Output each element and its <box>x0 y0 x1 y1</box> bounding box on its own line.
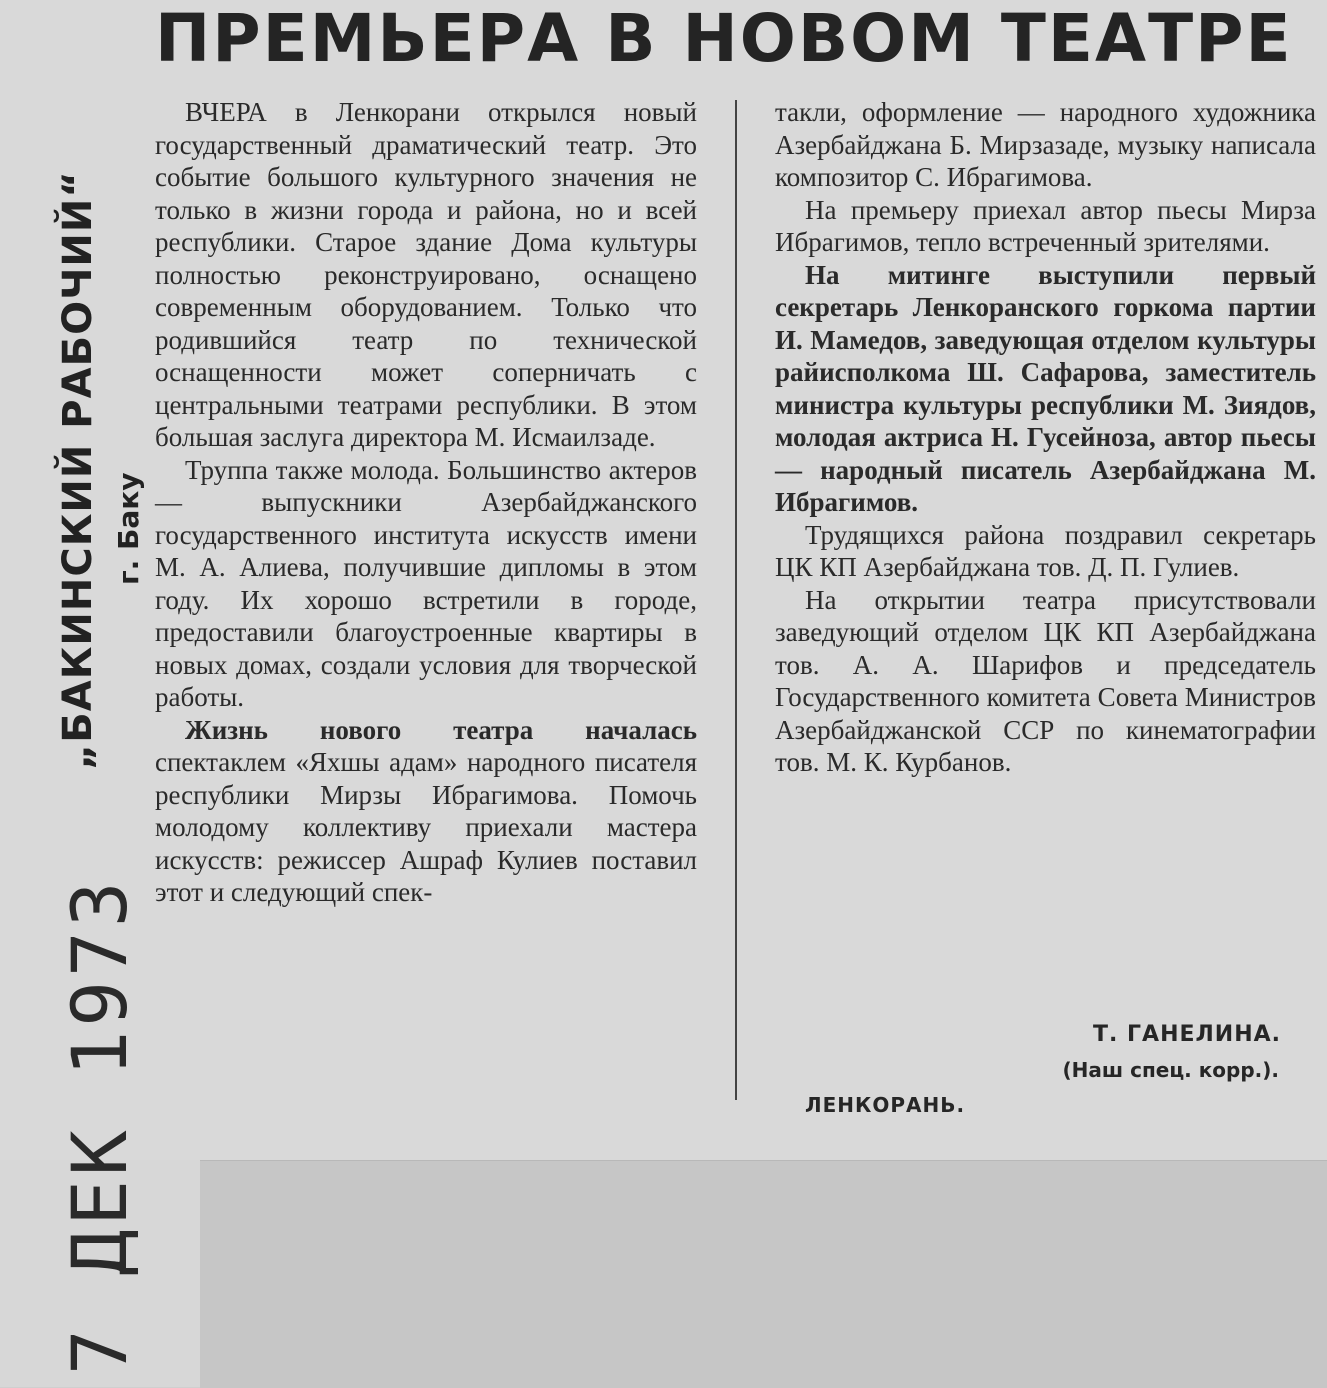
paragraph-continuation: такли, оформление — народного художника Азербайджана Б. Мирзазаде, музыку написала композитор С. Ибрагимова. <box>775 97 1316 192</box>
paragraph-congratulation: Трудящихся района поздравил секретарь ЦК КП Азербайджана тов. Д. П. Гулиев. <box>775 519 1316 582</box>
paragraph-troupe: Труппа также молода. Большинство актеров — выпускники Азербайджанского государственного института искусств имени М. А. Алиева, получившие дипломы в этом году. Их хорошо встретили в городе, предоставили благоустроенные квартиры в новых домах, создали условия для творческой работы. <box>155 454 697 712</box>
date-stamp: 7 ДЕК 1973 <box>55 877 144 1375</box>
author-affiliation: (Наш спец. корр.). <box>1062 1058 1279 1082</box>
paragraph-author-arrival: На премьеру приехал автор пьесы Мирза Ибрагимов, тепло встреченный зрителями. <box>775 194 1316 257</box>
article-headline: ПРЕМЬЕРА В НОВОМ ТЕАТРЕ <box>155 0 1293 77</box>
paragraph-attendees: На открытии театра присутствовали заведующий отделом ЦК КП Азербайджана тов. А. А. Шарифов и председатель Государственного комитета Совета Министров Азербайджанской ССР по кинематографии тов. М. К. Курбанов. <box>775 584 1316 777</box>
city-stamp: г. Баку <box>112 472 145 585</box>
article-dateline: ЛЕНКОРАНЬ. <box>805 1093 966 1117</box>
article-column-right <box>775 96 1316 779</box>
column-divider <box>735 100 737 1100</box>
background-sheet <box>200 1160 1327 1388</box>
paragraph-rally: На митинге выступили первый секретарь Ленкоранского горкома партии И. Мамедов, заведующая отделом культуры райисполкома Ш. Сафарова, заместитель министра культуры республики М. Зиядов, молодая актриса Н. Гусейноза, автор пьесы — народный писатель Азербайджана М. Ибрагимов. <box>775 259 1316 517</box>
author-signature: Т. ГАНЕЛИНА. <box>1093 1022 1281 1047</box>
article-column-left <box>155 96 697 909</box>
paragraph-lead-bold: Жизнь нового театра началась <box>185 714 697 745</box>
newspaper-name-stamp: „БАКИНСКИЙ РАБОЧИЙ“ <box>55 170 101 770</box>
paragraph-first-play-text: спектаклем «Яхшы адам» народного писателя республики Мирзы Ибрагимова. Помочь молодому коллективу приехали мастера искусств: режиссер Ашраф Кулиев поставил этот и следующий спек- <box>155 747 697 907</box>
paragraph-first-play <box>155 714 697 909</box>
paragraph-opening: ВЧЕРА в Ленкорани открылся новый государственный драматический театр. Это событие большого культурного значения не только в жизни города и района, но и всей республики. Старое здание Дома культуры полностью реконструировано, оснащено современным оборудованием. Только что родившийся театр по технической оснащенности может соперничать с центральными театрами республики. В этом большая заслуга директора М. Исмаилзаде. <box>155 97 697 452</box>
